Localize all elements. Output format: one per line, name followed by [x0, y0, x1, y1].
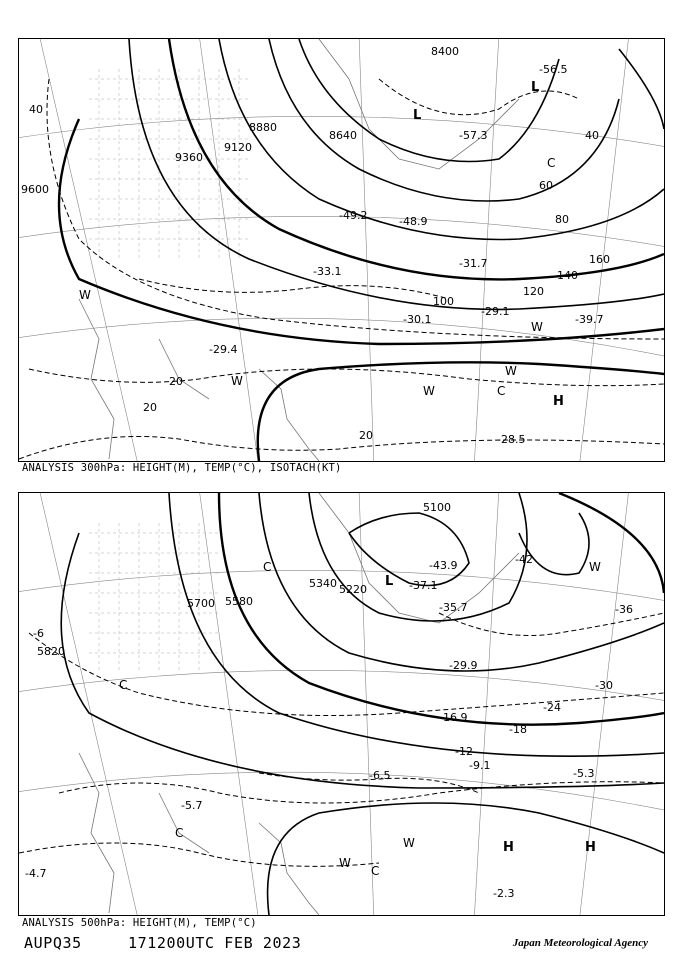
warm-marker-2: W: [403, 836, 415, 850]
isotach-label-20a: 20: [169, 375, 183, 388]
temp-label-11: -39.7: [575, 313, 604, 326]
high-center-1: H: [503, 840, 514, 855]
height-label-5700: 5700: [187, 597, 215, 610]
temp-contour-label-24: -24: [543, 701, 561, 714]
warm-marker-1: W: [339, 856, 351, 870]
height-label-9600: 9600: [21, 183, 49, 196]
height-label-9120: 9120: [224, 141, 252, 154]
height-label-8400: 8400: [431, 45, 459, 58]
height-label-5580: 5580: [225, 595, 253, 608]
isotach-label-40b: 40: [585, 129, 599, 142]
warm-marker-2: W: [231, 374, 243, 388]
chart-500hpa-map: [19, 493, 664, 915]
temp-label-5: -33.1: [313, 265, 342, 278]
valid-time: 171200UTC FEB 2023: [128, 934, 302, 952]
height-label-8640: 8640: [329, 129, 357, 142]
cold-marker-3: C: [175, 826, 184, 840]
temp-label-4: -29.9: [449, 659, 478, 672]
temp-label-1: -43.9: [429, 559, 458, 572]
temp-label-10: -28.5: [497, 433, 526, 446]
low-center: L: [385, 574, 394, 589]
temp-label-6: -31.7: [459, 257, 488, 270]
agency-name: Japan Meteorological Agency: [512, 937, 648, 949]
temp-contour-label-42: -42: [515, 553, 533, 566]
warm-marker-3: W: [589, 560, 601, 574]
cold-marker-2: C: [119, 678, 128, 692]
isotach-label-160: 160: [589, 253, 610, 266]
height-label-5220: 5220: [339, 583, 367, 596]
cold-marker-4: C: [371, 864, 380, 878]
temp-label-5: -16.9: [439, 711, 468, 724]
isotach-label-20b: 20: [143, 401, 157, 414]
isotach-label-20c: 20: [359, 429, 373, 442]
temp-label-8: -29.1: [481, 305, 510, 318]
warm-marker-3: W: [423, 384, 435, 398]
temp-contour-label-36: -36: [615, 603, 633, 616]
cold-marker-2: C: [497, 384, 506, 398]
temp-contour-label-12: -12: [455, 745, 473, 758]
warm-marker-4: W: [505, 364, 517, 378]
cold-marker-1: C: [263, 560, 272, 574]
temp-contour-label-18: -18: [509, 723, 527, 736]
low-center-1: L: [413, 108, 422, 123]
temp-label-6: -9.1: [469, 759, 491, 772]
product-code: AUPQ35: [24, 934, 82, 952]
temp-label-7: -5.3: [573, 767, 595, 780]
isotach-label-80: 80: [555, 213, 569, 226]
temp-contour-label-6: -6: [33, 627, 44, 640]
caption-500hpa: ANALYSIS 500hPa: HEIGHT(M), TEMP(°C): [22, 917, 257, 929]
low-center-2: L: [531, 80, 540, 95]
height-label-9360: 9360: [175, 151, 203, 164]
temp-label-8: -2.3: [493, 887, 515, 900]
temp-label-3: -48.9: [399, 215, 428, 228]
temp-label-2: -37.1: [409, 579, 438, 592]
coastline: [79, 493, 519, 915]
temp-label-2: -56.5: [539, 63, 568, 76]
isotach-label-120: 120: [523, 285, 544, 298]
isotach-label-140: 140: [557, 269, 578, 282]
temp-label-3: -35.7: [439, 601, 468, 614]
warm-marker-1: W: [79, 288, 91, 302]
graticule: [19, 493, 664, 915]
isotach-label-100: 100: [433, 295, 454, 308]
temp-label-9: -6.5: [369, 769, 391, 782]
height-label-5820: 5820: [37, 645, 65, 658]
height-label-5340: 5340: [309, 577, 337, 590]
high-center-2: H: [585, 840, 596, 855]
high-center: H: [553, 394, 564, 409]
height-contours: [61, 493, 664, 788]
temp-label-10: -5.7: [181, 799, 203, 812]
caption-300hpa: ANALYSIS 300hPa: HEIGHT(M), TEMP(°C), ISOTACH(KT): [22, 462, 342, 474]
chart-500hpa: [18, 492, 665, 916]
warm-marker-5: W: [531, 320, 543, 334]
dashed-contours: [19, 613, 664, 866]
height-label-8880: 8880: [249, 121, 277, 134]
isotach-label-40: 40: [29, 103, 43, 116]
cold-marker-1: C: [547, 156, 556, 170]
graticule: [19, 39, 664, 461]
height-label-5100: 5100: [423, 501, 451, 514]
chart-300hpa-map: [19, 39, 664, 461]
station-grid: [89, 69, 249, 259]
coastline: [79, 39, 519, 461]
temp-label-1: -57.3: [459, 129, 488, 142]
temp-label-7: -30.1: [403, 313, 432, 326]
height-contours: [59, 39, 664, 344]
isotach-label-60: 60: [539, 179, 553, 192]
temp-contour-label-30: -30: [595, 679, 613, 692]
chart-300hpa: [18, 38, 665, 462]
temp-label-4: -49.2: [339, 209, 368, 222]
temp-label-9: -29.4: [209, 343, 238, 356]
temp-label-11: -4.7: [25, 867, 47, 880]
